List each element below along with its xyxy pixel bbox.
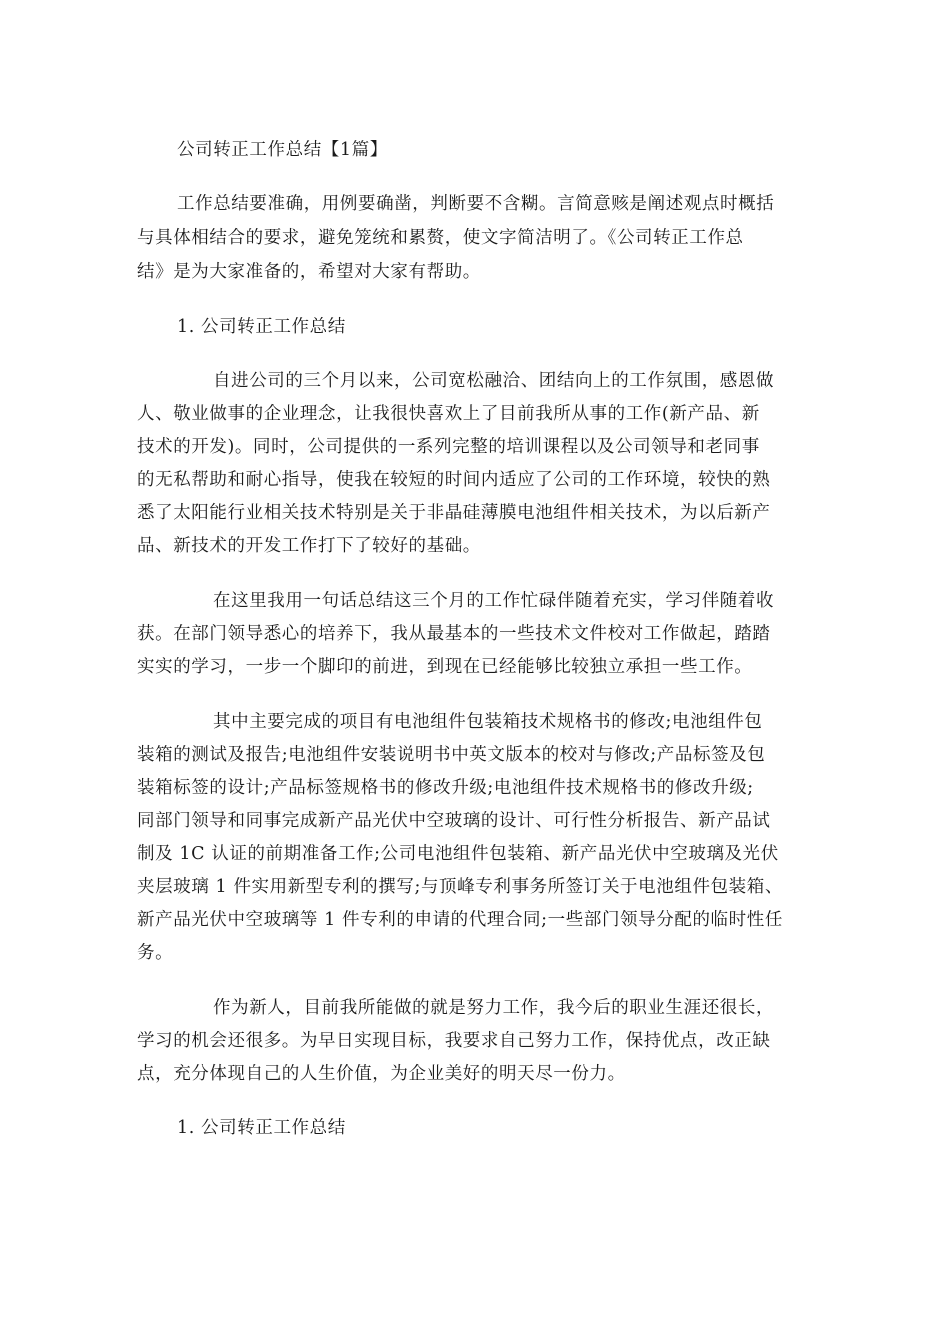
document-title: 公司转正工作总结【1篇】 [177,140,388,160]
section-heading: 1. 公司转正工作总结 [177,317,346,337]
paragraph-line: 装箱的测试及报告;电池组件安装说明书中英文版本的校对与修改;产品标签及包 [137,745,766,765]
paragraph-line: 悉了太阳能行业相关技术特别是关于非晶硅薄膜电池组件相关技术，为以后新产 [137,503,771,523]
paragraph-line: 人、敬业做事的企业理念，让我很快喜欢上了目前我所从事的工作(新产品、新 [137,404,760,424]
paragraph-line: 务。 [137,943,174,963]
paragraph-line: 实实的学习，一步一个脚印的前进，到现在已经能够比较独立承担一些工作。 [137,657,753,677]
paragraph-line: 技术的开发)。同时，公司提供的一系列完整的培训课程以及公司领导和老同事 [137,437,760,457]
paragraph-line: 新产品光伏中空玻璃等 1 件专利的申请的代理合同;一些部门领导分配的临时性任 [137,910,783,930]
section-heading: 1. 公司转正工作总结 [177,1118,346,1138]
paragraph-line: 品、新技术的开发工作打下了较好的基础。 [137,536,481,556]
paragraph-line: 同部门领导和同事完成新产品光伏中空玻璃的设计、可行性分析报告、新产品试 [137,811,771,831]
paragraph-line: 其中主要完成的项目有电池组件包装箱技术规格书的修改;电池组件包 [213,712,763,732]
paragraph-line: 点，充分体现自己的人生价值，为企业美好的明天尽一份力。 [137,1064,626,1084]
intro-line: 结》是为大家准备的，希望对大家有帮助。 [137,262,481,282]
paragraph-line: 在这里我用一句话总结这三个月的工作忙碌伴随着充实，学习伴随着收 [213,591,775,611]
paragraph-line: 装箱标签的设计;产品标签规格书的修改升级;电池组件技术规格书的修改升级; [137,778,754,798]
paragraph-line: 的无私帮助和耐心指导，使我在较短的时间内适应了公司的工作环境，较快的熟 [137,470,771,490]
paragraph-line: 制及 1C 认证的前期准备工作;公司电池组件包装箱、新产品光伏中空玻璃及光伏 [137,844,779,864]
paragraph-line: 获。在部门领导悉心的培养下，我从最基本的一些技术文件校对工作做起，踏踏 [137,624,771,644]
intro-line: 工作总结要准确，用例要确凿，判断要不含糊。言简意赅是阐述观点时概括 [177,194,775,214]
intro-line: 与具体相结合的要求，避免笼统和累赘，使文字简洁明了。《公司转正工作总 [137,228,744,248]
paragraph-line: 自进公司的三个月以来，公司宽松融洽、团结向上的工作氛围，感恩做 [213,371,775,391]
paragraph-line: 学习的机会还很多。为早日实现目标，我要求自己努力工作，保持优点，改正缺 [137,1031,771,1051]
paragraph-line: 夹层玻璃 1 件实用新型专利的撰写;与顶峰专利事务所签订关于电池组件包装箱、 [137,877,783,897]
paragraph-line: 作为新人，目前我所能做的就是努力工作，我今后的职业生涯还很长， [213,998,775,1018]
